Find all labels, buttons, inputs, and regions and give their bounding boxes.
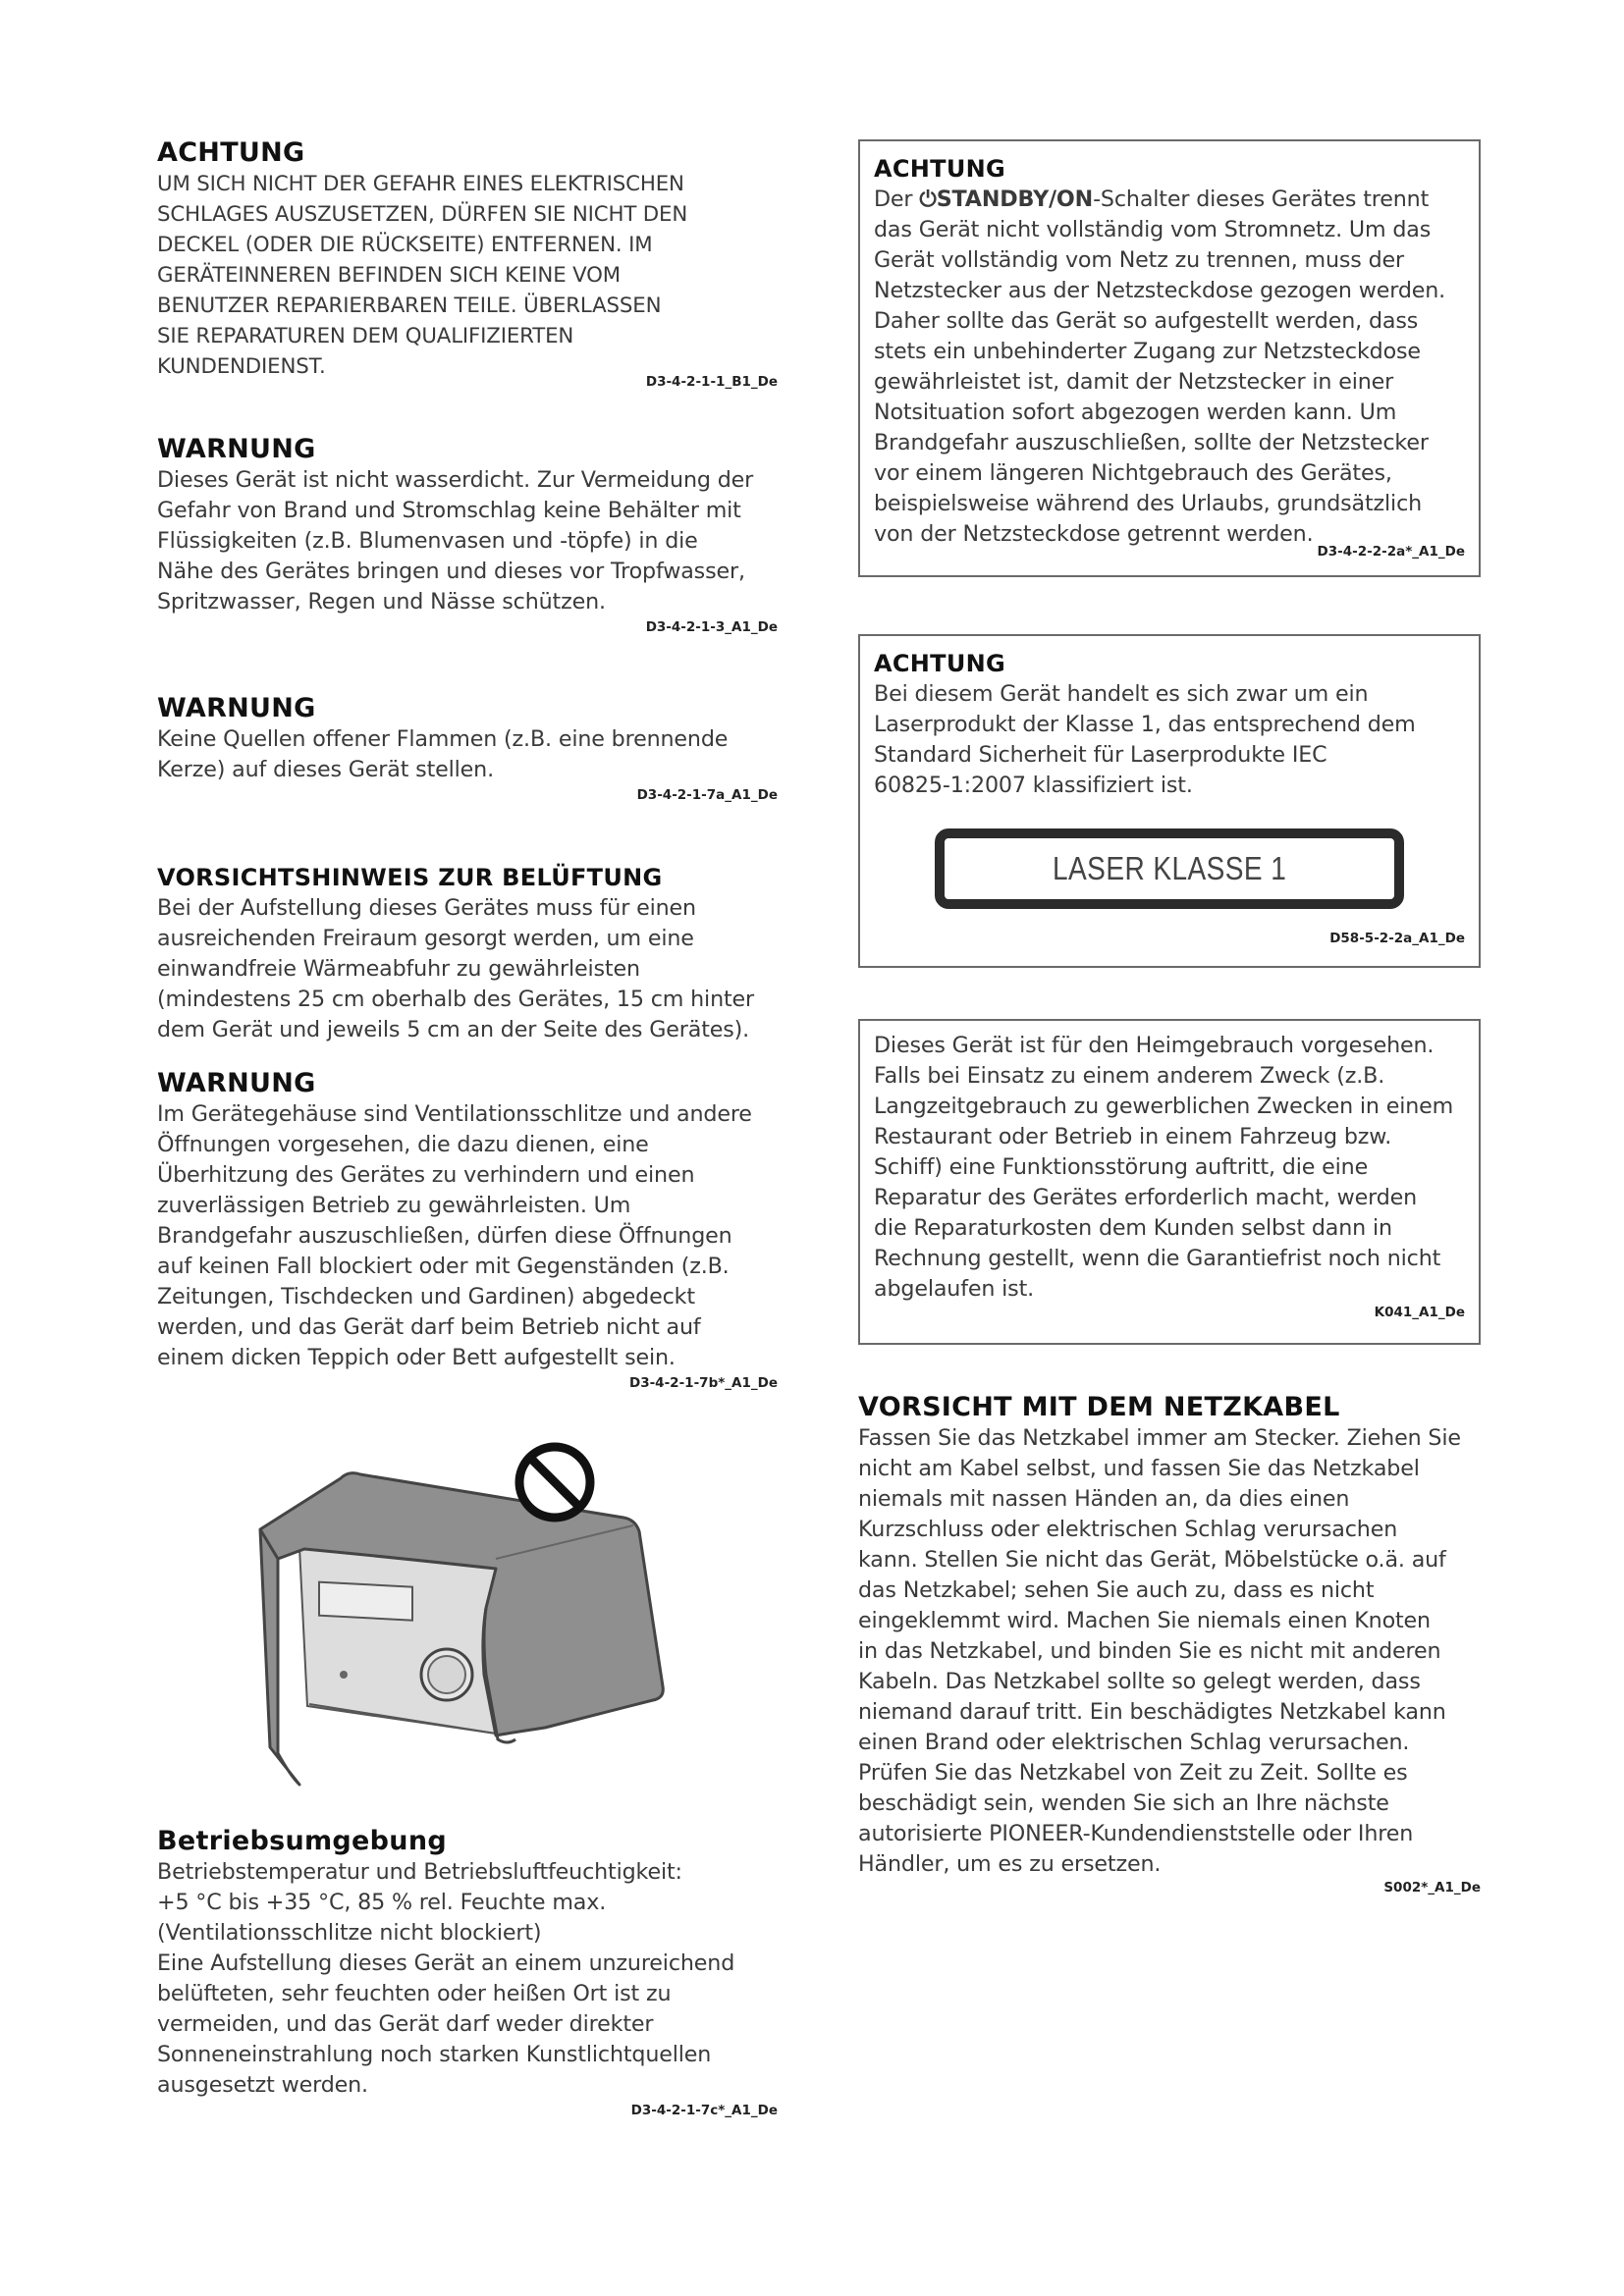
heimgebrauch-code: K041_A1_De bbox=[1374, 1305, 1465, 1320]
achtung-standby-box bbox=[858, 139, 1481, 577]
device-body bbox=[299, 1547, 496, 1734]
achtung-title: ACHTUNG bbox=[157, 137, 305, 168]
heimgebrauch-text: Dieses Gerät ist für den Heimgebrauch vorgesehen. Falls bei Einsatz zu einem anderem Zweck (z.B. Langzeitgebrauch zu gewerblichen Zwecken in einem Restaurant oder Betrieb in einem Fahrzeug bzw. Schiff) eine Funktionsstörung auftritt, die eine Reparatur des Gerätes erforderlich macht, werden die Reparaturkosten dem Kunden selbst dann in Rechnung gestellt, wenn die Garantiefrist noch nicht abgelaufen ist. bbox=[874, 1033, 1454, 1302]
power-icon: ⏻ bbox=[919, 187, 937, 212]
warnung-flame-title: WARNUNG bbox=[157, 693, 316, 723]
laser-class-label: LASER KLASSE 1 bbox=[935, 828, 1404, 909]
netzkabel-section bbox=[858, 1392, 1487, 1896]
achtung-laser-title: ACHTUNG bbox=[874, 650, 1006, 677]
covered-device-illustration bbox=[250, 1441, 702, 1814]
achtung-laser-code: D58-5-2-2a_A1_De bbox=[1329, 931, 1465, 946]
betrieb-title: Betriebsumgebung bbox=[157, 1826, 447, 1856]
warnung-water-section bbox=[157, 434, 778, 635]
achtung-laser-box bbox=[858, 634, 1481, 968]
achtung-text: UM SICH NICHT DER GEFAHR EINES ELEKTRISCHEN SCHLAGES AUSZUSETZEN, DÜRFEN SIE NICHT DEN DECKEL (ODER DIE RÜCKSEITE) ENTFERNEN. IM GERÄTEINNEREN BEFINDEN SICH KEINE VOM BENUTZER REPARIERBAREN TEILE. ÜBERLASSEN SIE REPARATUREN DEM QUALIFIZIERTEN KUNDENDIENST. bbox=[157, 172, 688, 379]
netzkabel-text: Fassen Sie das Netzkabel immer am Stecker. Ziehen Sie nicht am Kabel selbst, und fassen Sie das Netzkabel niemals mit nassen Händen an, da dies einen Kurzschluss oder elektrischen Schlag verursachen kann. Stellen Sie nicht das Gerät, Möbelstücke o.ä. auf das Netzkabel; sehen Sie auch zu, dass es nicht eingeklemmt wird. Machen Sie niemals einen Knoten in das Netzkabel, und binden Sie es nicht mit anderen Kabeln. Das Netzkabel sollte so gelegt werden, dass niemand darauf tritt. Ein beschädigtes Netzkabel kann einen Brand oder elektrischen Schlag verursachen. Prüfen Sie das Netzkabel von Zeit zu Zeit. Sollte es beschädigt sein, wenden Sie sich an Ihre nächste autorisierte PIONEER-Kundendienststelle oder Ihren Händler, um es zu ersetzen. bbox=[858, 1425, 1461, 1877]
warnung-water-text: Dieses Gerät ist nicht wasserdicht. Zur Vermeidung der Gefahr von Brand und Stromschlag keine Behälter mit Flüssigkeiten (z.B. Blumenvasen und -töpfe) in die Nähe des Gerätes bringen und dieses vor Tropfwasser, Spritzwasser, Regen und Nässe schützen. bbox=[157, 467, 754, 614]
prohibition-icon bbox=[519, 1447, 590, 1518]
achtung-standby-code: D3-4-2-2-2a*_A1_De bbox=[1317, 544, 1465, 560]
warnung-water-code: D3-4-2-1-3_A1_De bbox=[645, 619, 778, 635]
ventilation-section bbox=[157, 862, 785, 1045]
warnung-vent-section bbox=[157, 1068, 778, 1391]
netzkabel-code: S002*_A1_De bbox=[1383, 1880, 1481, 1896]
heimgebrauch-box bbox=[858, 1019, 1481, 1345]
betrieb-text: Betriebstemperatur und Betriebsluftfeuchtigkeit: +5 °C bis +35 °C, 85 % rel. Feuchte max. (Ventilationsschlitze nicht blockiert) Eine Aufstellung dieses Gerät an einem unzureichend belüfteten, sehr feuchten oder heißen Ort ist zu vermeiden, und das Gerät darf weder direkter Sonneneinstrahlung noch starken Kunstlichtquellen ausgesetzt werden. bbox=[157, 1859, 735, 2098]
achtung-section bbox=[157, 137, 778, 390]
achtung-standby-text: Der ⏻STANDBY/ON-Schalter dieses Gerätes trennt das Gerät nicht vollständig vom Stromnetz. Um das Gerät vollständig vom Netz zu trennen, muss der Netzstecker aus der Netzsteckdose gezogen werden. Daher sollte das Gerät so aufgestellt werden, dass stets ein unbehinderter Zugang zur Netzsteckdose gewährleistet ist, damit der Netzstecker in einer Notsituation sofort abgezogen werden kann. Um Brandgefahr auszuschließen, sollte der Netzstecker vor einem längeren Nichtgebrauch des Gerätes, beispielsweise während des Urlaubs, grundsätzlich von der Netzsteckdose getrennt werden. bbox=[874, 187, 1446, 547]
warnung-flame-text: Keine Quellen offener Flammen (z.B. eine brennende Kerze) auf dieses Gerät stellen. bbox=[157, 726, 729, 782]
ventilation-title: VORSICHTSHINWEIS ZUR BELÜFTUNG bbox=[157, 864, 663, 891]
warnung-vent-text: Im Gerätegehäuse sind Ventilationsschlitze und andere Öffnungen vorgesehen, die dazu dienen, eine Überhitzung des Gerätes zu verhindern und einen zuverlässigen Betrieb zu gewährleisten. Um Brandgefahr auszuschließen, dürfen diese Öffnungen auf keinen Fall blockiert oder mit Gegenständen (z.B. Zeitungen, Tischdecken und Gardinen) abgedeckt werden, und das Gerät darf beim Betrieb nicht auf einem dicken Teppich oder Bett aufgestellt sein. bbox=[157, 1101, 752, 1370]
ventilation-text: Bei der Aufstellung dieses Gerätes muss für einen ausreichenden Freiraum gesorgt werden, um eine einwandfreie Wärmeabfuhr zu gewährleisten (mindestens 25 cm oberhalb des Gerätes, 15 cm hinter dem Gerät und jeweils 5 cm an der Seite des Gerätes). bbox=[157, 895, 755, 1042]
warnung-water-title: WARNUNG bbox=[157, 434, 316, 464]
standby-label: STANDBY/ON bbox=[936, 187, 1094, 212]
warnung-flame-section bbox=[157, 693, 778, 803]
warnung-flame-code: D3-4-2-1-7a_A1_De bbox=[636, 787, 778, 803]
achtung-code: D3-4-2-1-1_B1_De bbox=[645, 374, 778, 390]
achtung-standby-title: ACHTUNG bbox=[874, 155, 1006, 183]
achtung-laser-text: Bei diesem Gerät handelt es sich zwar um ein Laserprodukt der Klasse 1, das entsprechend dem Standard Sicherheit für Laserprodukte IEC 60825-1:2007 klassifiziert ist. bbox=[874, 681, 1416, 798]
netzkabel-title: VORSICHT MIT DEM NETZKABEL bbox=[858, 1392, 1340, 1422]
warnung-vent-title: WARNUNG bbox=[157, 1068, 316, 1098]
betrieb-section bbox=[157, 1826, 778, 2118]
betrieb-code: D3-4-2-1-7c*_A1_De bbox=[630, 2103, 778, 2118]
warnung-vent-code: D3-4-2-1-7b*_A1_De bbox=[628, 1375, 778, 1391]
